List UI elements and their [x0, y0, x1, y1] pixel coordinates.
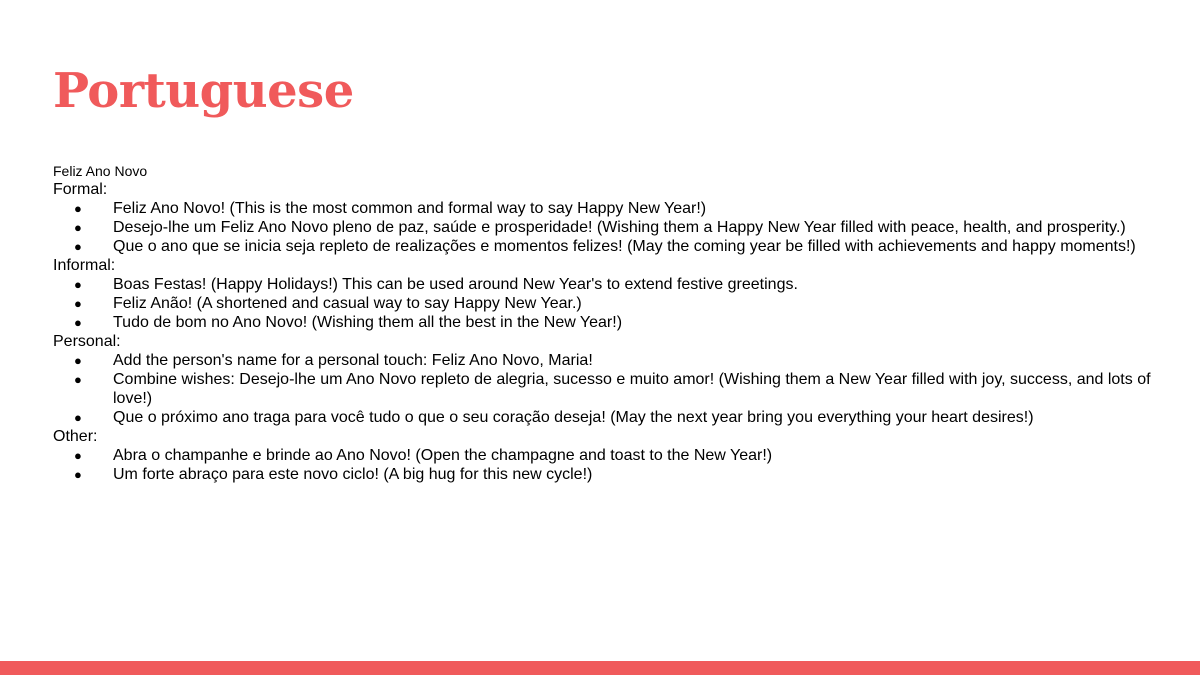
bullet-icon: ● [74, 467, 82, 482]
list-item: ● Que o ano que se inicia seja repleto de realizações e momentos felizes! (May the coming year be filled with achievements and happy moments!) [74, 238, 1136, 255]
bullet-icon: ● [74, 296, 82, 311]
slide-body [53, 163, 1153, 484]
section-label-informal: Informal: [53, 257, 116, 274]
bullet-icon: ● [74, 448, 82, 463]
bullet-list-other [53, 446, 1153, 484]
section-label-other: Other: [53, 428, 98, 445]
list-item: ● Desejo-lhe um Feliz Ano Novo pleno de paz, saúde e prosperidade! (Wishing them a Happy New Year filled with peace, health, and prosperity.) [74, 219, 1126, 236]
list-item: ● Add the person's name for a personal touch: Feliz Ano Novo, Maria! [74, 352, 593, 369]
list-item: ● Que o próximo ano traga para você tudo o que o seu coração deseja! (May the next year bring you everything your heart desires!) [74, 409, 1034, 426]
bottom-accent-bar [0, 661, 1200, 675]
bullet-icon: ● [74, 277, 82, 292]
slide-title: Portuguese [53, 63, 354, 119]
bullet-icon: ● [74, 220, 82, 235]
bullet-icon: ● [74, 410, 82, 425]
list-item: ● Abra o champanhe e brinde ao Ano Novo! (Open the champagne and toast to the New Year!) [74, 447, 773, 464]
list-item: ● Feliz Anão! (A shortened and casual way to say Happy New Year.) [74, 295, 582, 312]
bullet-icon: ● [74, 315, 82, 330]
section-label-personal: Personal: [53, 333, 121, 350]
bullet-icon: ● [74, 239, 82, 254]
list-item: ● Um forte abraço para este novo ciclo! (A big hug for this new cycle!) [74, 466, 593, 483]
bullet-list-formal [53, 199, 1153, 256]
bullet-icon: ● [74, 201, 82, 216]
list-item: ● Boas Festas! (Happy Holidays!) This can be used around New Year's to extend festive greetings. [74, 276, 798, 293]
bullet-list-informal [53, 275, 1153, 332]
bullet-icon: ● [74, 353, 82, 368]
list-item: ● Tudo de bom no Ano Novo! (Wishing them all the best in the New Year!) [74, 314, 623, 331]
list-item: ● Feliz Ano Novo! (This is the most common and formal way to say Happy New Year!) [74, 200, 707, 217]
bullet-list-personal [53, 351, 1153, 427]
list-item: ● Combine wishes: Desejo-lhe um Ano Novo repleto de alegria, sucesso e muito amor! (Wishing them a New Year filled with joy, success, and lots of love!) [74, 371, 1151, 407]
section-label-formal: Formal: [53, 181, 108, 198]
bullet-icon: ● [74, 372, 82, 387]
slide-subtitle: Feliz Ano Novo [53, 163, 148, 179]
